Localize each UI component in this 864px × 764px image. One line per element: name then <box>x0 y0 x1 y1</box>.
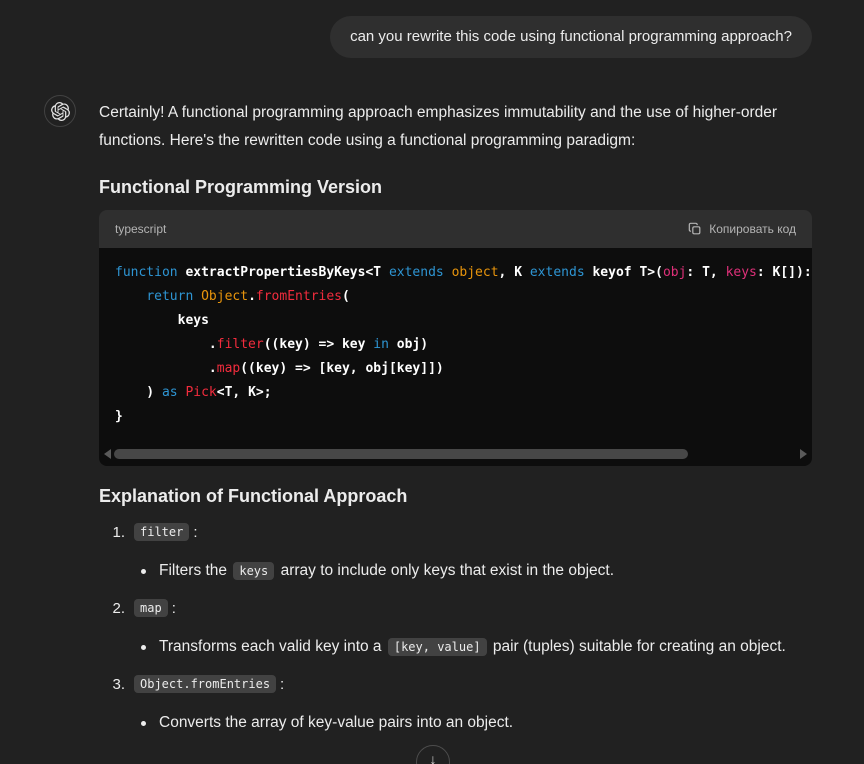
scrollbar-track[interactable] <box>114 449 797 459</box>
list-item-number: 1. <box>112 523 125 541</box>
code-line: ) as Pick<T, K>; <box>115 385 272 400</box>
code-line: function extractPropertiesByKeys<T extends object, K extends keyof T>(obj: T, keys: K[]): <box>115 265 812 280</box>
inline-code: map <box>134 599 168 617</box>
inline-code: keys <box>233 562 274 580</box>
assistant-intro-text: Certainly! A functional programming approach emphasizes immutability and the use of higher-order functions. Here's the rewritten code using a functional programming paradigm: <box>99 104 778 149</box>
user-message-bubble <box>330 16 812 58</box>
code-block <box>99 210 812 466</box>
code-line: .map((key) => [key, obj[key]]) <box>115 361 444 376</box>
code-content <box>115 261 812 429</box>
section-heading-functional-version: Functional Programming Version <box>99 177 383 197</box>
bullet-text: Converts the array of key-value pairs into an object. <box>159 714 514 731</box>
user-message-text: can you rewrite this code using functional programming approach? <box>350 28 792 45</box>
scrollbar-left-arrow-icon[interactable] <box>104 449 111 459</box>
list-item-number: 3. <box>112 675 125 693</box>
inline-code: filter <box>134 523 189 541</box>
assistant-avatar <box>44 95 76 127</box>
list-item <box>99 597 813 619</box>
bullet-dot <box>141 645 146 650</box>
list-item-colon: : <box>280 675 285 693</box>
code-horizontal-scrollbar[interactable] <box>99 447 812 460</box>
list-item <box>99 673 813 695</box>
inline-code: Object.fromEntries <box>134 675 276 693</box>
copy-code-button[interactable] <box>688 222 796 236</box>
list-item <box>99 521 813 543</box>
copy-icon <box>688 222 702 236</box>
copy-code-label: Копировать код <box>709 222 796 236</box>
code-language-label: typescript <box>115 222 167 236</box>
section-heading-explanation: Explanation of Functional Approach <box>99 486 408 506</box>
list-item-colon: : <box>193 523 198 541</box>
code-block-header <box>99 210 812 248</box>
code-line: keys <box>115 313 209 328</box>
down-arrow-icon: ↓ <box>429 751 437 764</box>
bullet-text: Transforms each valid key into a [key, value] pair (tuples) suitable for creating an object. <box>159 638 786 655</box>
list-item-colon: : <box>171 599 176 617</box>
list-sub-item <box>99 560 813 582</box>
bullet-dot <box>141 721 146 726</box>
list-sub-item <box>99 712 813 734</box>
explanation-list <box>99 521 813 749</box>
code-line: .filter((key) => key in obj) <box>115 337 429 352</box>
list-sub-item <box>99 636 813 658</box>
inline-code: [key, value] <box>388 638 487 656</box>
code-block-body <box>99 248 812 466</box>
scrollbar-thumb[interactable] <box>114 449 688 459</box>
openai-logo-icon <box>51 102 70 121</box>
scrollbar-right-arrow-icon[interactable] <box>800 449 807 459</box>
code-line: } <box>115 409 123 424</box>
bullet-dot <box>141 569 146 574</box>
list-item-number: 2. <box>112 599 125 617</box>
bullet-text: Filters the keys array to include only keys that exist in the object. <box>159 562 614 579</box>
code-line: return Object.fromEntries( <box>146 289 350 304</box>
